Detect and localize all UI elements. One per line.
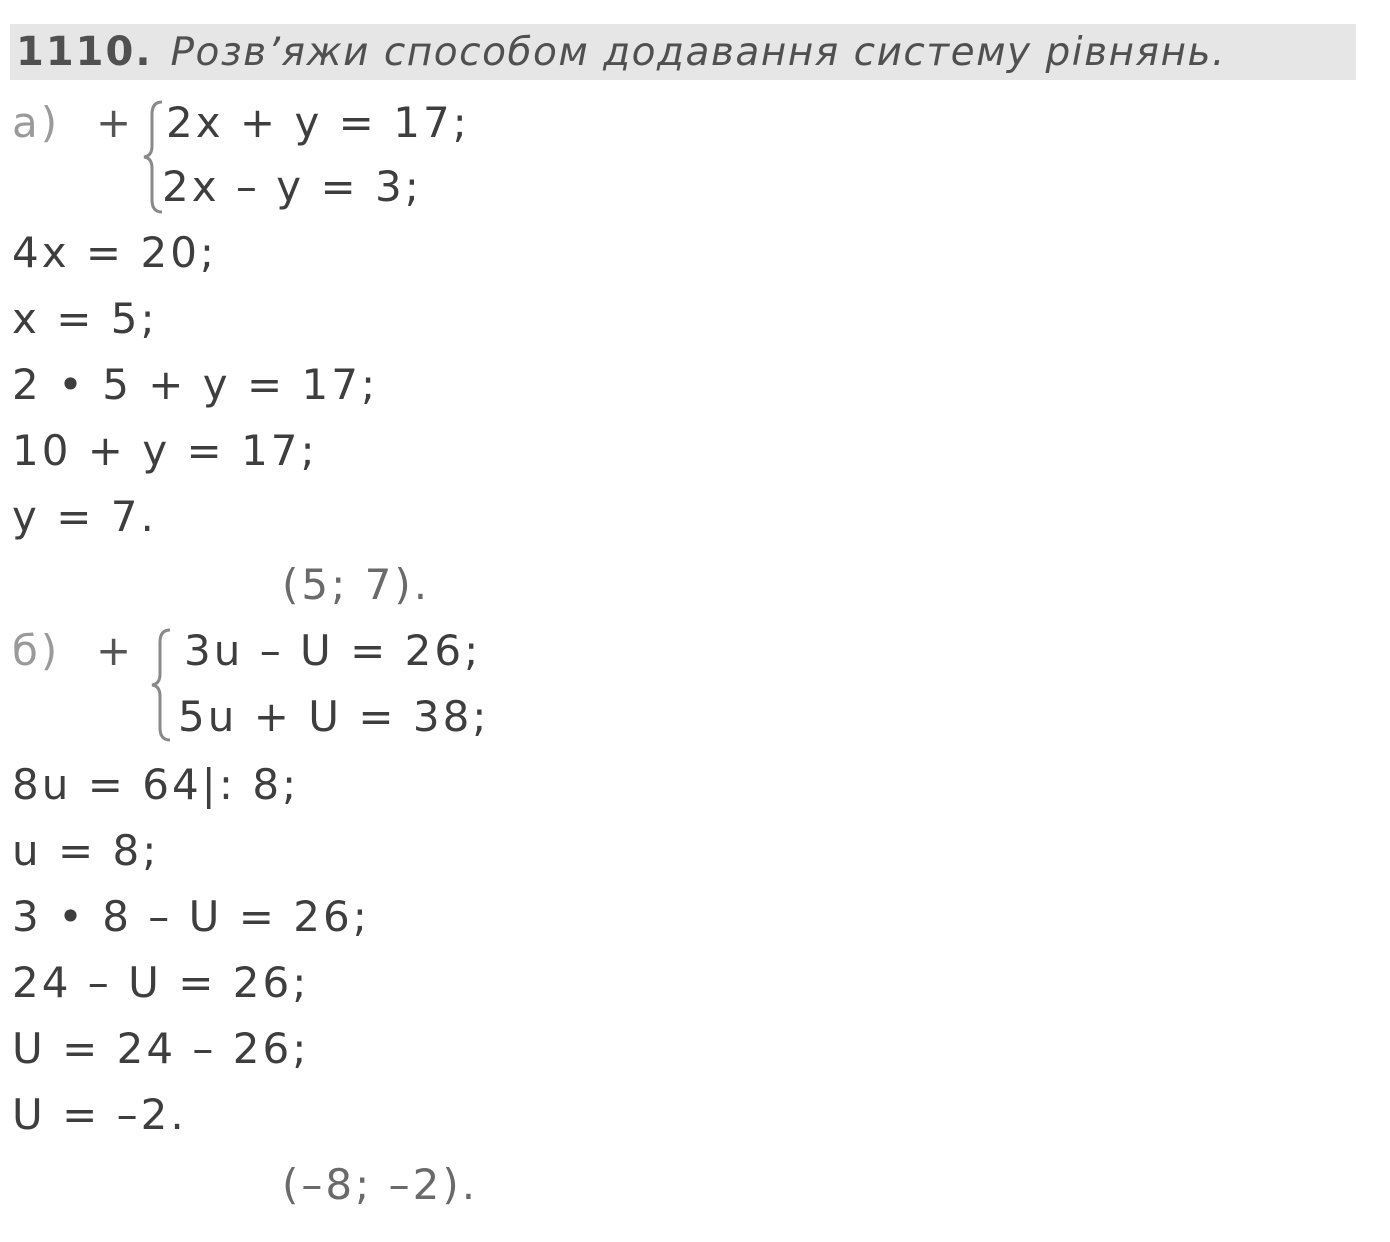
part-b-step-2: u = 8;: [12, 826, 160, 875]
part-b-step-5: U = 24 – 26;: [12, 1024, 310, 1073]
part-a-label: а): [12, 98, 61, 147]
part-a-equation-1: 2x + y = 17;: [166, 98, 470, 147]
part-b-label: б): [12, 626, 61, 675]
part-b-equation-1: 3u – U = 26;: [184, 626, 482, 675]
part-a-plus-sign: +: [96, 98, 132, 147]
task-header: [10, 24, 1356, 80]
part-a-step-1: 4x = 20;: [12, 228, 218, 277]
part-a-step-3: 2 • 5 + y = 17;: [12, 360, 379, 409]
part-a-answer: (5; 7).: [282, 560, 431, 609]
task-number: 1110.: [16, 29, 153, 75]
part-b-step-3: 3 • 8 – U = 26;: [12, 892, 370, 941]
part-b-step-6: U = –2.: [12, 1090, 187, 1139]
part-a-step-2: x = 5;: [12, 294, 158, 343]
task-instruction: Розв’яжи способом додавання систему рівнянь.: [170, 29, 1226, 75]
part-a-step-4: 10 + y = 17;: [12, 426, 318, 475]
part-b-system-brace: [146, 626, 176, 744]
part-a-step-5: y = 7.: [12, 492, 157, 541]
part-b-plus-sign: +: [96, 626, 132, 675]
part-a-equation-2: 2x – y = 3;: [162, 162, 422, 211]
part-b-step-1: 8u = 64|: 8;: [12, 760, 300, 809]
part-b-equation-2: 5u + U = 38;: [178, 692, 490, 741]
part-b-answer: (–8; –2).: [282, 1160, 479, 1209]
part-b-step-4: 24 – U = 26;: [12, 958, 310, 1007]
